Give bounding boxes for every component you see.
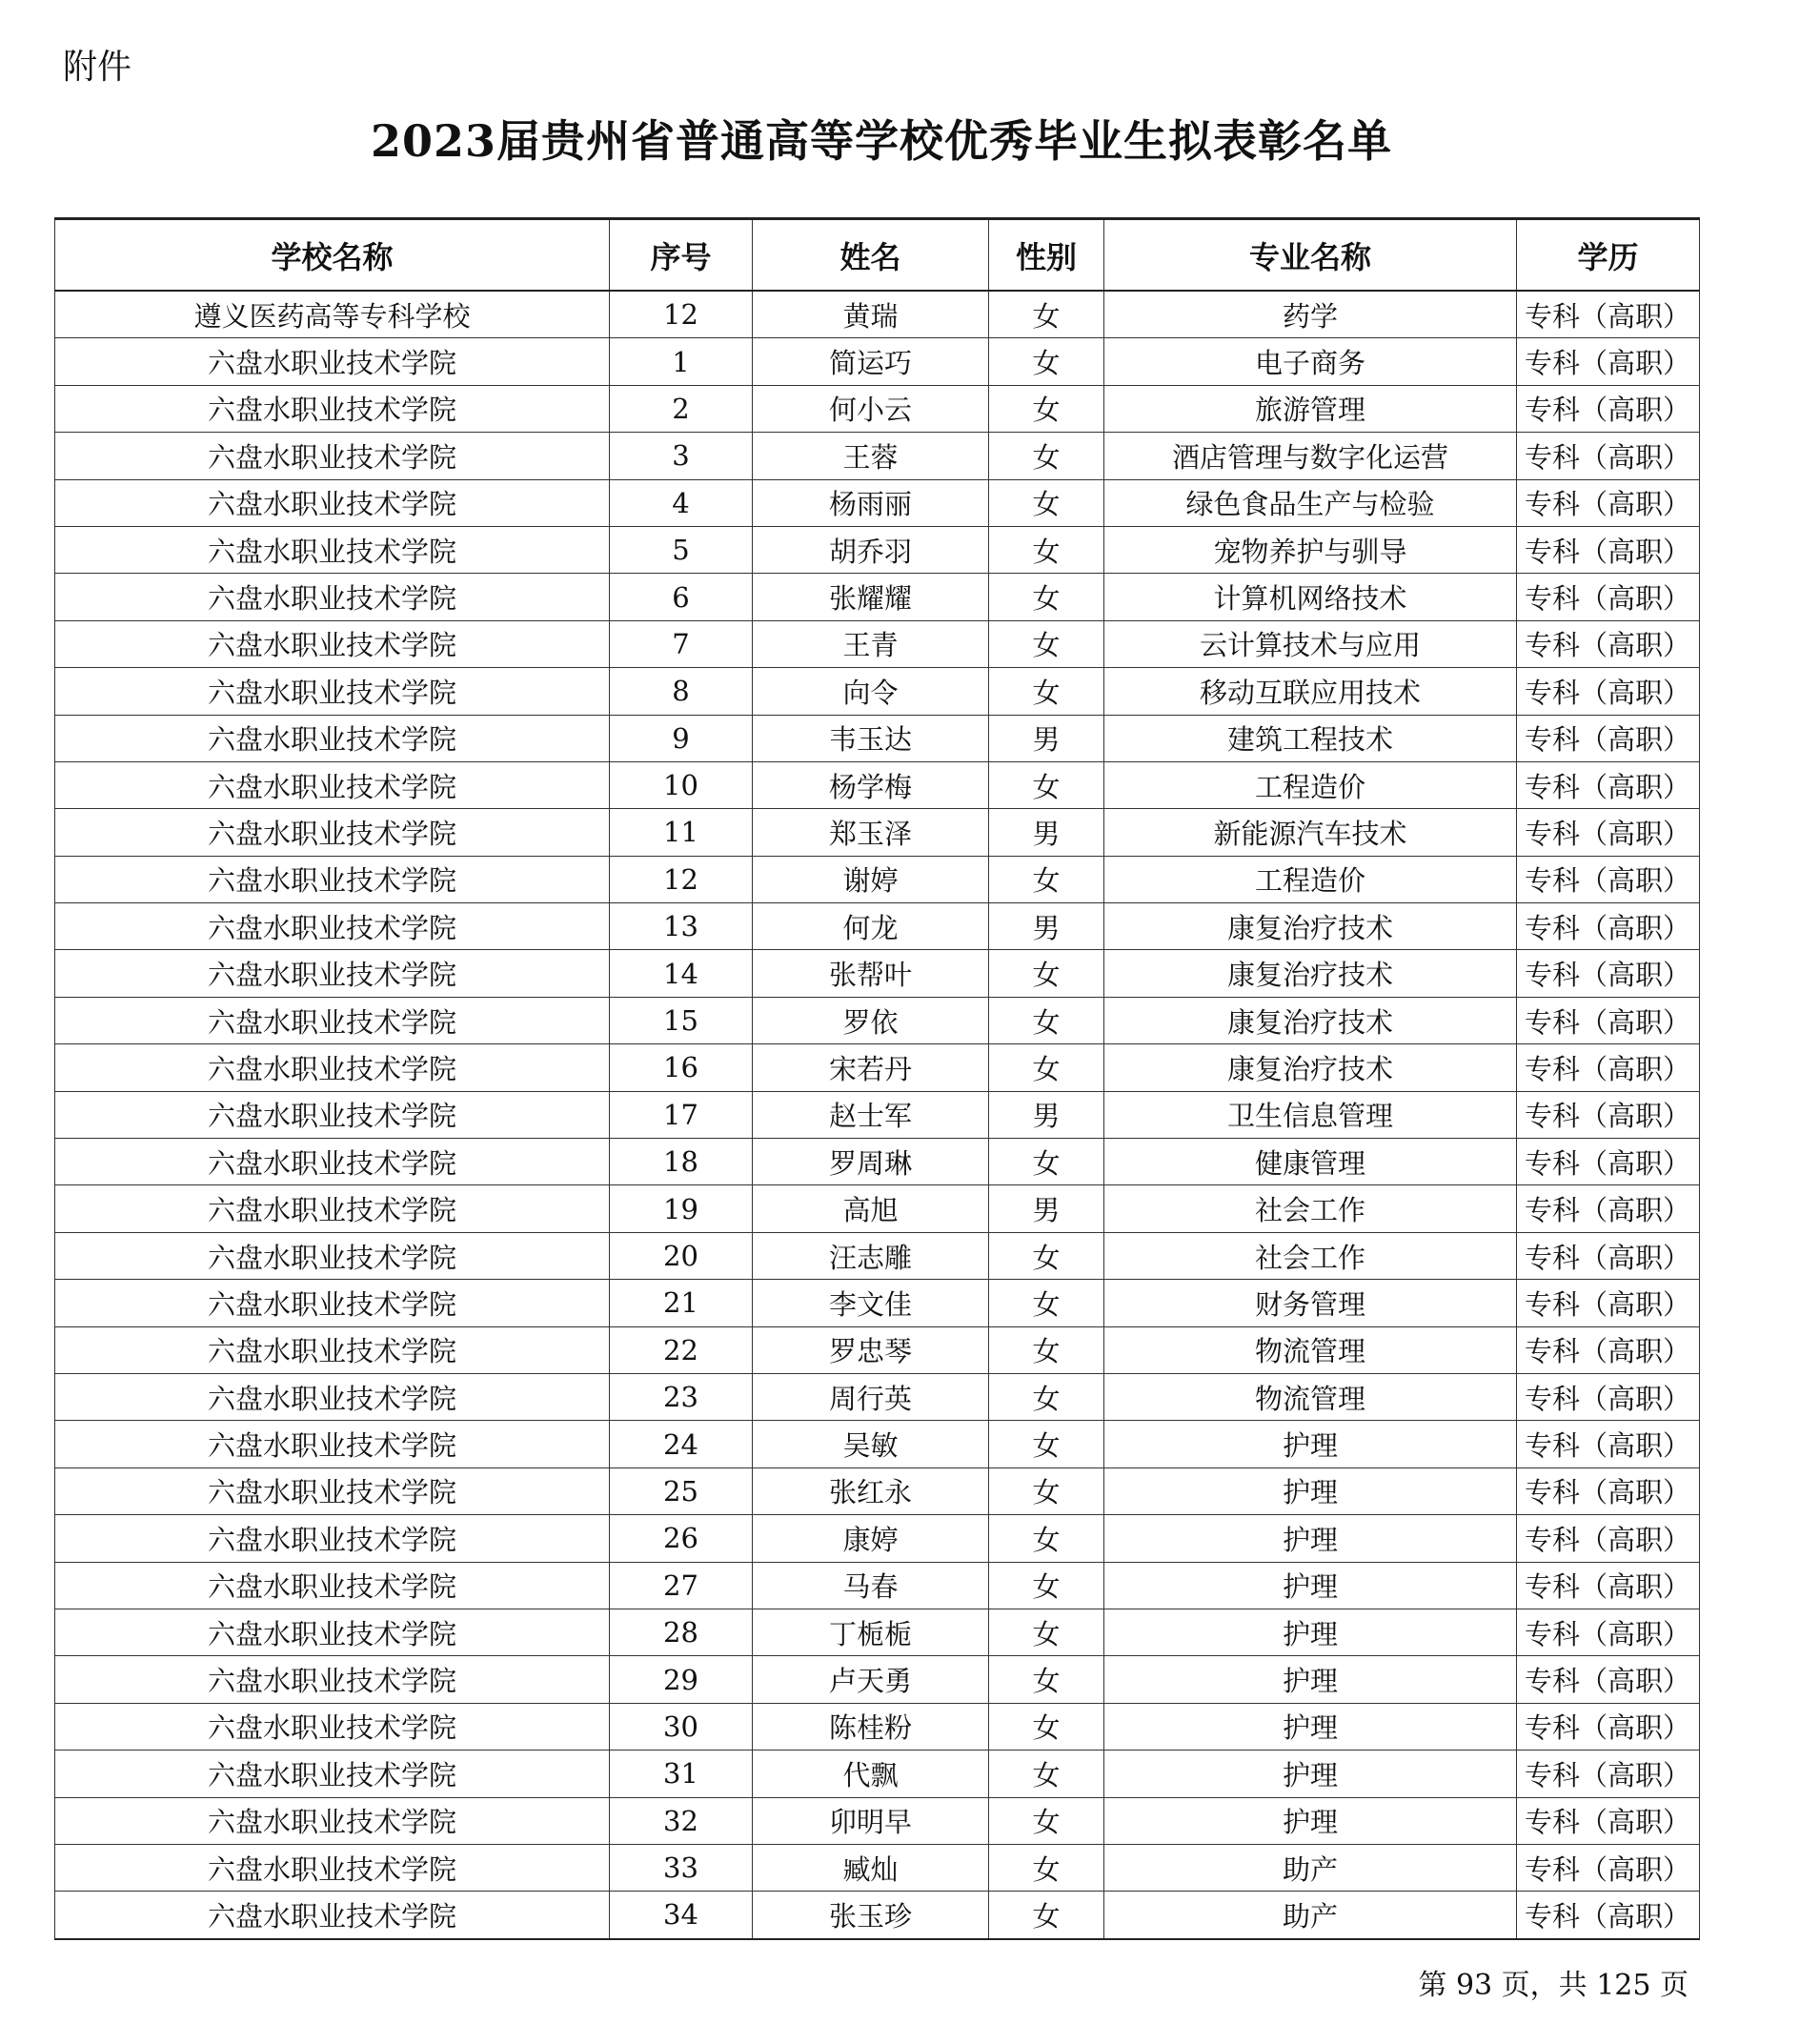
cell-major: 康复治疗技术 [1104,997,1517,1043]
table-row [55,856,1700,902]
cell-degree: 专科（高职） [1517,1139,1700,1185]
cell-degree: 专科（高职） [1517,809,1700,856]
cell-degree: 专科（高职） [1517,715,1700,761]
cell-name: 丁栀栀 [753,1609,989,1655]
table-row [55,997,1700,1043]
cell-major: 卫生信息管理 [1104,1091,1517,1138]
cell-school-name: 六盘水职业技术学院 [55,1844,610,1891]
cell-gender: 女 [989,479,1104,526]
header-school-name: 学校名称 [55,219,610,292]
cell-serial-number: 7 [610,620,753,667]
table-row [55,1467,1700,1514]
cell-degree: 专科（高职） [1517,291,1700,338]
table-row [55,950,1700,997]
cell-school-name: 六盘水职业技术学院 [55,433,610,479]
table-row [55,1656,1700,1703]
cell-name: 胡乔羽 [753,526,989,573]
cell-serial-number: 18 [610,1139,753,1185]
cell-major: 助产 [1104,1892,1517,1939]
cell-gender: 女 [989,761,1104,808]
table-row [55,1185,1700,1232]
cell-serial-number: 11 [610,809,753,856]
cell-school-name: 六盘水职业技术学院 [55,1185,610,1232]
header-name: 姓名 [753,219,989,292]
table-row [55,1844,1700,1891]
cell-degree: 专科（高职） [1517,479,1700,526]
graduate-roster-table [54,217,1700,1940]
cell-degree: 专科（高职） [1517,1280,1700,1326]
cell-major: 新能源汽车技术 [1104,809,1517,856]
cell-serial-number: 22 [610,1326,753,1373]
cell-serial-number: 24 [610,1421,753,1467]
cell-major: 宠物养护与驯导 [1104,526,1517,573]
cell-gender: 女 [989,1421,1104,1467]
cell-major: 护理 [1104,1562,1517,1609]
cell-name: 张玉珍 [753,1892,989,1939]
cell-serial-number: 2 [610,385,753,432]
table-row [55,1562,1700,1609]
cell-serial-number: 33 [610,1844,753,1891]
cell-serial-number: 1 [610,338,753,385]
cell-name: 谢婷 [753,856,989,902]
cell-name: 汪志雕 [753,1232,989,1279]
cell-degree: 专科（高职） [1517,526,1700,573]
header-gender: 性别 [989,219,1104,292]
cell-gender: 男 [989,1091,1104,1138]
cell-major: 康复治疗技术 [1104,903,1517,950]
cell-major: 电子商务 [1104,338,1517,385]
cell-serial-number: 20 [610,1232,753,1279]
table-row [55,1232,1700,1279]
cell-name: 王青 [753,620,989,667]
table-row [55,338,1700,385]
cell-degree: 专科（高职） [1517,1515,1700,1562]
cell-school-name: 六盘水职业技术学院 [55,1421,610,1467]
cell-gender: 女 [989,1280,1104,1326]
cell-school-name: 遵义医药高等专科学校 [55,291,610,338]
cell-name: 杨学梅 [753,761,989,808]
cell-major: 护理 [1104,1656,1517,1703]
table-body [55,291,1700,1939]
table-row [55,715,1700,761]
page-footer: 第 93 页，共 125 页 [1418,1969,1689,2002]
cell-major: 计算机网络技术 [1104,574,1517,620]
cell-gender: 女 [989,620,1104,667]
cell-school-name: 六盘水职业技术学院 [55,997,610,1043]
cell-degree: 专科（高职） [1517,1656,1700,1703]
table-row [55,1892,1700,1939]
cell-school-name: 六盘水职业技术学院 [55,1467,610,1514]
cell-degree: 专科（高职） [1517,1797,1700,1844]
cell-serial-number: 16 [610,1044,753,1091]
cell-serial-number: 23 [610,1373,753,1420]
table-row [55,668,1700,715]
table-row [55,1091,1700,1138]
cell-name: 简运巧 [753,338,989,385]
cell-name: 张耀耀 [753,574,989,620]
cell-major: 物流管理 [1104,1326,1517,1373]
cell-degree: 专科（高职） [1517,574,1700,620]
table-row [55,526,1700,573]
cell-serial-number: 29 [610,1656,753,1703]
cell-gender: 女 [989,950,1104,997]
table-row [55,1280,1700,1326]
cell-degree: 专科（高职） [1517,1373,1700,1420]
cell-degree: 专科（高职） [1517,433,1700,479]
cell-school-name: 六盘水职业技术学院 [55,574,610,620]
cell-school-name: 六盘水职业技术学院 [55,1609,610,1655]
cell-serial-number: 17 [610,1091,753,1138]
cell-major: 酒店管理与数字化运营 [1104,433,1517,479]
cell-name: 罗忠琴 [753,1326,989,1373]
cell-name: 何龙 [753,903,989,950]
cell-school-name: 六盘水职业技术学院 [55,1326,610,1373]
cell-serial-number: 8 [610,668,753,715]
header-degree: 学历 [1517,219,1700,292]
cell-gender: 男 [989,1185,1104,1232]
table-row [55,1703,1700,1750]
cell-name: 陈桂粉 [753,1703,989,1750]
table-row [55,1139,1700,1185]
cell-degree: 专科（高职） [1517,1185,1700,1232]
cell-gender: 女 [989,668,1104,715]
cell-major: 护理 [1104,1797,1517,1844]
cell-school-name: 六盘水职业技术学院 [55,1751,610,1797]
cell-major: 旅游管理 [1104,385,1517,432]
cell-school-name: 六盘水职业技术学院 [55,1703,610,1750]
cell-school-name: 六盘水职业技术学院 [55,1044,610,1091]
cell-school-name: 六盘水职业技术学院 [55,1373,610,1420]
cell-gender: 女 [989,856,1104,902]
cell-school-name: 六盘水职业技术学院 [55,856,610,902]
cell-major: 护理 [1104,1421,1517,1467]
cell-serial-number: 14 [610,950,753,997]
table-header-row [55,219,1700,292]
cell-name: 臧灿 [753,1844,989,1891]
cell-major: 健康管理 [1104,1139,1517,1185]
cell-degree: 专科（高职） [1517,338,1700,385]
cell-serial-number: 9 [610,715,753,761]
cell-gender: 女 [989,1656,1104,1703]
cell-gender: 女 [989,1467,1104,1514]
cell-major: 物流管理 [1104,1373,1517,1420]
cell-serial-number: 5 [610,526,753,573]
table-row [55,574,1700,620]
cell-degree: 专科（高职） [1517,856,1700,902]
cell-serial-number: 27 [610,1562,753,1609]
cell-name: 韦玉达 [753,715,989,761]
table-row [55,385,1700,432]
cell-degree: 专科（高职） [1517,1751,1700,1797]
cell-school-name: 六盘水职业技术学院 [55,950,610,997]
cell-serial-number: 6 [610,574,753,620]
cell-gender: 女 [989,291,1104,338]
table-row [55,1373,1700,1420]
cell-school-name: 六盘水职业技术学院 [55,1232,610,1279]
cell-serial-number: 13 [610,903,753,950]
cell-gender: 女 [989,1515,1104,1562]
cell-gender: 女 [989,1139,1104,1185]
cell-major: 绿色食品生产与检验 [1104,479,1517,526]
table-row [55,1515,1700,1562]
cell-degree: 专科（高职） [1517,668,1700,715]
cell-serial-number: 30 [610,1703,753,1750]
attachment-label: 附件 [63,48,132,87]
cell-serial-number: 19 [610,1185,753,1232]
cell-name: 张帮叶 [753,950,989,997]
cell-school-name: 六盘水职业技术学院 [55,620,610,667]
cell-degree: 专科（高职） [1517,1703,1700,1750]
cell-serial-number: 25 [610,1467,753,1514]
table-row [55,903,1700,950]
cell-degree: 专科（高职） [1517,950,1700,997]
header-major: 专业名称 [1104,219,1517,292]
cell-major: 护理 [1104,1751,1517,1797]
cell-school-name: 六盘水职业技术学院 [55,903,610,950]
cell-degree: 专科（高职） [1517,903,1700,950]
cell-gender: 女 [989,1703,1104,1750]
cell-school-name: 六盘水职业技术学院 [55,1797,610,1844]
cell-major: 社会工作 [1104,1232,1517,1279]
cell-major: 护理 [1104,1467,1517,1514]
cell-gender: 女 [989,1373,1104,1420]
cell-name: 高旭 [753,1185,989,1232]
cell-name: 卯明早 [753,1797,989,1844]
table-row [55,620,1700,667]
cell-name: 代飘 [753,1751,989,1797]
cell-degree: 专科（高职） [1517,1421,1700,1467]
cell-degree: 专科（高职） [1517,1232,1700,1279]
cell-gender: 女 [989,338,1104,385]
table-row [55,1609,1700,1655]
cell-serial-number: 3 [610,433,753,479]
cell-name: 李文佳 [753,1280,989,1326]
cell-name: 何小云 [753,385,989,432]
cell-school-name: 六盘水职业技术学院 [55,809,610,856]
table-row [55,433,1700,479]
cell-name: 郑玉泽 [753,809,989,856]
cell-school-name: 六盘水职业技术学院 [55,715,610,761]
cell-school-name: 六盘水职业技术学院 [55,668,610,715]
cell-name: 宋若丹 [753,1044,989,1091]
table-row [55,809,1700,856]
cell-gender: 女 [989,574,1104,620]
cell-major: 康复治疗技术 [1104,950,1517,997]
cell-degree: 专科（高职） [1517,1044,1700,1091]
cell-gender: 女 [989,1844,1104,1891]
cell-school-name: 六盘水职业技术学院 [55,1562,610,1609]
cell-degree: 专科（高职） [1517,1326,1700,1373]
cell-serial-number: 26 [610,1515,753,1562]
table-row [55,761,1700,808]
cell-serial-number: 28 [610,1609,753,1655]
cell-school-name: 六盘水职业技术学院 [55,1515,610,1562]
table-row [55,1044,1700,1091]
cell-name: 黄瑞 [753,291,989,338]
cell-major: 护理 [1104,1703,1517,1750]
cell-degree: 专科（高职） [1517,1609,1700,1655]
cell-major: 药学 [1104,291,1517,338]
cell-school-name: 六盘水职业技术学院 [55,1656,610,1703]
cell-degree: 专科（高职） [1517,1091,1700,1138]
cell-gender: 女 [989,1797,1104,1844]
cell-degree: 专科（高职） [1517,997,1700,1043]
cell-degree: 专科（高职） [1517,620,1700,667]
cell-school-name: 六盘水职业技术学院 [55,385,610,432]
cell-school-name: 六盘水职业技术学院 [55,1091,610,1138]
cell-serial-number: 10 [610,761,753,808]
cell-degree: 专科（高职） [1517,1892,1700,1939]
cell-gender: 女 [989,1609,1104,1655]
cell-major: 社会工作 [1104,1185,1517,1232]
cell-degree: 专科（高职） [1517,1562,1700,1609]
cell-school-name: 六盘水职业技术学院 [55,1280,610,1326]
cell-major: 移动互联应用技术 [1104,668,1517,715]
cell-gender: 女 [989,433,1104,479]
cell-major: 建筑工程技术 [1104,715,1517,761]
cell-school-name: 六盘水职业技术学院 [55,761,610,808]
cell-name: 康婷 [753,1515,989,1562]
cell-name: 张红永 [753,1467,989,1514]
cell-degree: 专科（高职） [1517,385,1700,432]
cell-gender: 女 [989,385,1104,432]
cell-school-name: 六盘水职业技术学院 [55,479,610,526]
cell-serial-number: 34 [610,1892,753,1939]
cell-gender: 女 [989,997,1104,1043]
cell-serial-number: 31 [610,1751,753,1797]
cell-major: 康复治疗技术 [1104,1044,1517,1091]
cell-major: 财务管理 [1104,1280,1517,1326]
cell-serial-number: 12 [610,856,753,902]
cell-gender: 女 [989,1326,1104,1373]
cell-name: 马春 [753,1562,989,1609]
cell-serial-number: 15 [610,997,753,1043]
cell-gender: 女 [989,1044,1104,1091]
cell-major: 工程造价 [1104,856,1517,902]
cell-school-name: 六盘水职业技术学院 [55,338,610,385]
cell-gender: 女 [989,1562,1104,1609]
cell-name: 周行英 [753,1373,989,1420]
cell-gender: 女 [989,1751,1104,1797]
cell-degree: 专科（高职） [1517,761,1700,808]
table-row [55,1797,1700,1844]
cell-degree: 专科（高职） [1517,1467,1700,1514]
cell-gender: 女 [989,526,1104,573]
cell-major: 助产 [1104,1844,1517,1891]
header-serial-number: 序号 [610,219,753,292]
cell-gender: 女 [989,1892,1104,1939]
cell-school-name: 六盘水职业技术学院 [55,1139,610,1185]
cell-major: 云计算技术与应用 [1104,620,1517,667]
cell-name: 罗依 [753,997,989,1043]
cell-gender: 男 [989,809,1104,856]
cell-degree: 专科（高职） [1517,1844,1700,1891]
cell-gender: 女 [989,1232,1104,1279]
cell-major: 工程造价 [1104,761,1517,808]
cell-gender: 男 [989,903,1104,950]
table-row [55,1421,1700,1467]
cell-name: 吴敏 [753,1421,989,1467]
cell-name: 向令 [753,668,989,715]
cell-name: 赵士军 [753,1091,989,1138]
cell-name: 罗周琳 [753,1139,989,1185]
cell-name: 卢天勇 [753,1656,989,1703]
cell-major: 护理 [1104,1609,1517,1655]
table-row [55,1326,1700,1373]
cell-gender: 男 [989,715,1104,761]
document-title: 2023届贵州省普通高等学校优秀毕业生拟表彰名单 [370,115,1393,167]
table-row [55,1751,1700,1797]
cell-name: 杨雨丽 [753,479,989,526]
cell-school-name: 六盘水职业技术学院 [55,1892,610,1939]
cell-school-name: 六盘水职业技术学院 [55,526,610,573]
cell-serial-number: 32 [610,1797,753,1844]
cell-major: 护理 [1104,1515,1517,1562]
cell-serial-number: 21 [610,1280,753,1326]
cell-serial-number: 4 [610,479,753,526]
cell-serial-number: 12 [610,291,753,338]
table-row [55,291,1700,338]
cell-name: 王蓉 [753,433,989,479]
table-row [55,479,1700,526]
